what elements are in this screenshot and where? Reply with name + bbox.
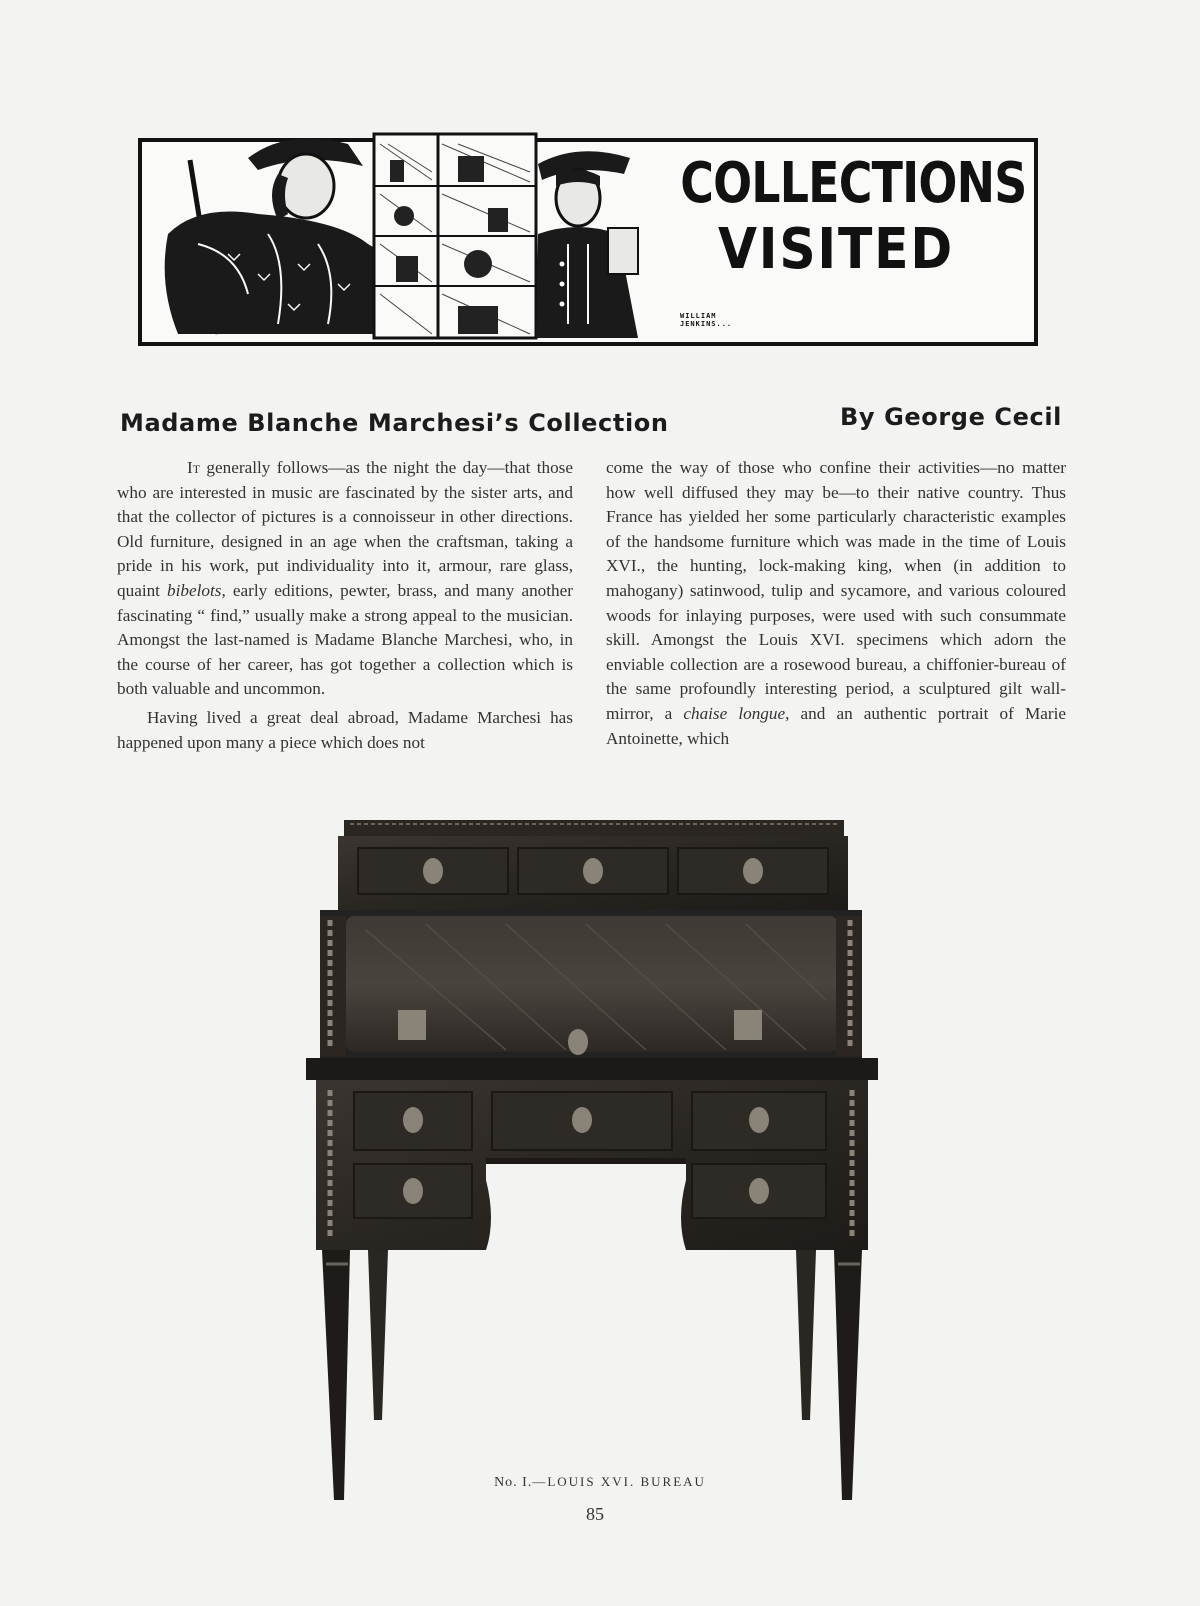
paragraph-3-italic: chaise longue: [683, 703, 786, 723]
banner-title-line2: VISITED: [717, 217, 955, 282]
figure-caption: [0, 1474, 1200, 1491]
right-column: [606, 456, 1066, 751]
paragraph-3: [606, 456, 1066, 751]
left-column: [117, 456, 573, 755]
paragraph-1-text-a: generally follows—as the night the day—that those who are interested in music are fascinated by the sister arts, and that the collector of pictures is a connoisseur in other directions. Old furniture, designed in an age when the craftsman, taking a pride in his work, put individuality into it, armour, rare glass, quaint: [117, 458, 573, 600]
paragraph-1-text-b: , early editions, pewter, brass, and many another fascinating “ find,” usually make a strong appeal to the musician. Amongst the last-named is Madame Blanche Marchesi, who, in the course of her career, has got together a collection which is both valuable and uncommon.: [117, 580, 573, 699]
page-number: 85: [586, 1504, 604, 1524]
drop-word: It: [187, 458, 201, 477]
banner-title-line1: COLLECTIONS: [680, 151, 1027, 216]
paragraph-1: [117, 456, 573, 702]
caption-text: —LOUIS XVI. BUREAU: [532, 1474, 706, 1489]
paragraph-3-text-b: , and an authentic portrait of Marie Antoinette, which: [606, 703, 1066, 748]
paragraph-1-italic: bibelots: [167, 580, 222, 600]
article-byline: By George Cecil: [840, 403, 1062, 431]
banner-title: [646, 151, 1027, 282]
artist-signature: [680, 312, 732, 328]
article-headline: [120, 403, 1062, 443]
signature-line2: JENKINS...: [680, 320, 733, 328]
article-title: Madame Blanche Marchesi’s Collection: [120, 409, 669, 437]
paragraph-3-text-a: come the way of those who confine their activities—no matter how well diffused they may be—to their native country. Thus France has yielded her some particularly characteristic examples of the handsome furniture which was made in the time of Louis XVI., the hunting, lock-making king, when (in addition to mahogany) satinwood, tulip and sycamore, and various coloured woods for inlaying purposes, were used with such consummate skill. Amongst the Louis XVI. specimens which adorn the enviable collection are a rosewood bureau, a chiffonier-bureau of the same profoundly interesting period, a sculptured gilt wall-mirror, a: [606, 458, 1066, 723]
paragraph-2: Having lived a great deal abroad, Madame Marchesi has happened upon many a piece which does not: [117, 707, 573, 752]
signature-line1: WILLIAM: [680, 312, 717, 320]
servant-figure: [536, 151, 638, 338]
caption-number: No. I.: [494, 1475, 533, 1490]
header-banner: [138, 124, 1036, 346]
cabinet-illustration: [374, 134, 536, 338]
bureau-photo: [306, 820, 878, 1520]
